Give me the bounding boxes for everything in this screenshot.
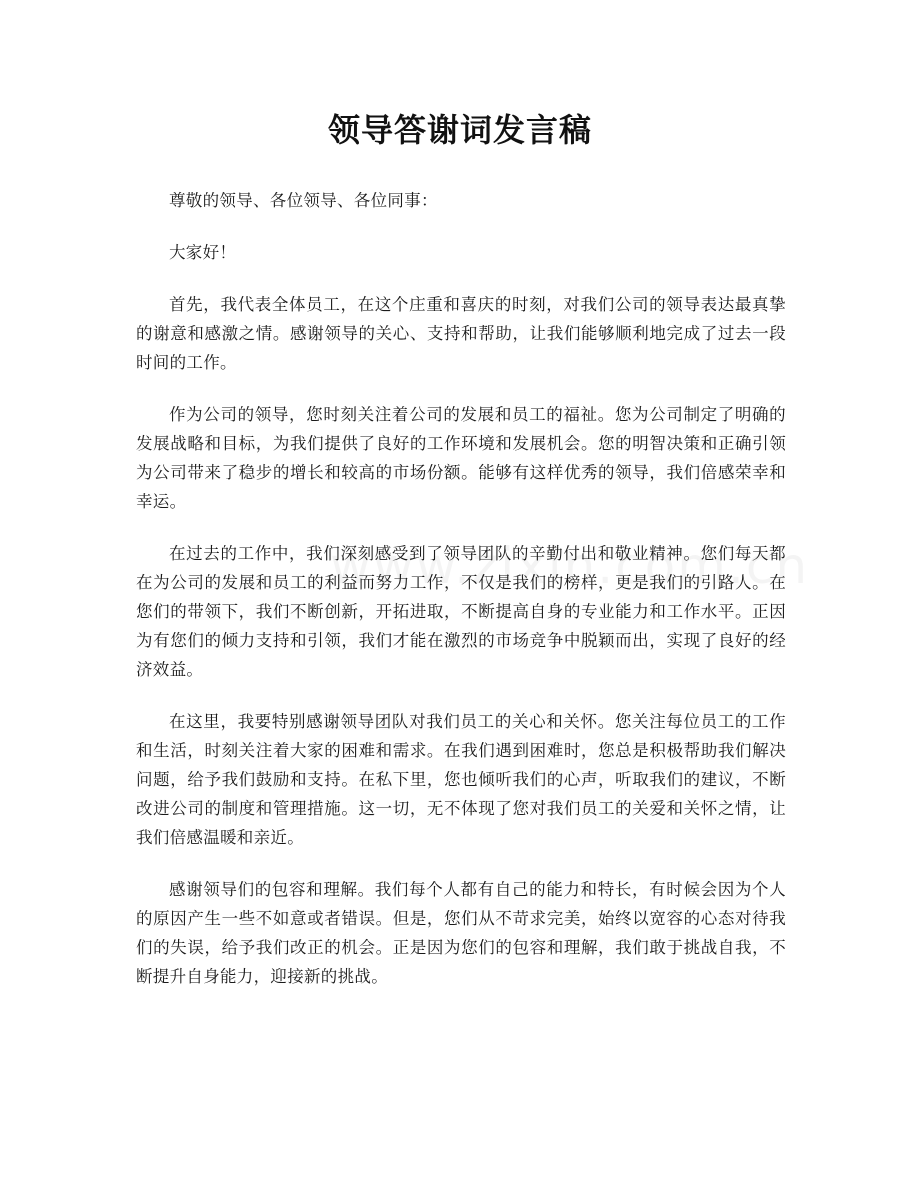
salutation-paragraph: 尊敬的领导、各位领导、各位同事： xyxy=(169,191,438,210)
document-body xyxy=(136,186,786,1014)
greeting-paragraph: 大家好！ xyxy=(169,243,237,262)
document-title: 领导答谢词发言稿 xyxy=(327,111,592,149)
body-paragraph: 作为公司的领导，您时刻关注着公司的发展和员工的福祉。您为公司制定了明确的发展战略和目标，为我们提供了良好的工作环境和发展机会。您的明智决策和正确引领为公司带来了稳步的增长和较高的市场份额。能够有这样优秀的领导，我们倍感荣幸和幸运。 xyxy=(136,405,786,511)
body-paragraph: 首先，我代表全体员工，在这个庄重和喜庆的时刻，对我们公司的领导表达最真挚的谢意和感激之情。感谢领导的关心、支持和帮助，让我们能够顺利地完成了过去一段时间的工作。 xyxy=(136,295,786,372)
body-paragraph: 在过去的工作中，我们深刻感受到了领导团队的辛勤付出和敬业精神。您们每天都在为公司的发展和员工的利益而努力工作，不仅是我们的榜样，更是我们的引路人。在您们的带领下，我们不断创新，开拓进取，不断提高自身的专业能力和工作水平。正因为有您们的倾力支持和引领，我们才能在激烈的市场竞争中脱颖而出，实现了良好的经济效益。 xyxy=(136,544,786,679)
body-paragraph: 感谢领导们的包容和理解。我们每个人都有自己的能力和特长，有时候会因为个人的原因产生一些不如意或者错误。但是，您们从不苛求完美，始终以宽容的心态对待我们的失误，给予我们改正的机会。正是因为您们的包容和理解，我们敢于挑战自我，不断提升自身能力，迎接新的挑战。 xyxy=(136,880,786,986)
body-paragraph: 在这里，我要特别感谢领导团队对我们员工的关心和关怀。您关注每位员工的工作和生活，时刻关注着大家的困难和需求。在我们遇到困难时，您总是积极帮助我们解决问题，给予我们鼓励和支持。在私下里，您也倾听我们的心声，听取我们的建议，不断改进公司的制度和管理措施。这一切，无不体现了您对我们员工的关爱和关怀之情，让我们倍感温暖和亲近。 xyxy=(136,712,786,847)
